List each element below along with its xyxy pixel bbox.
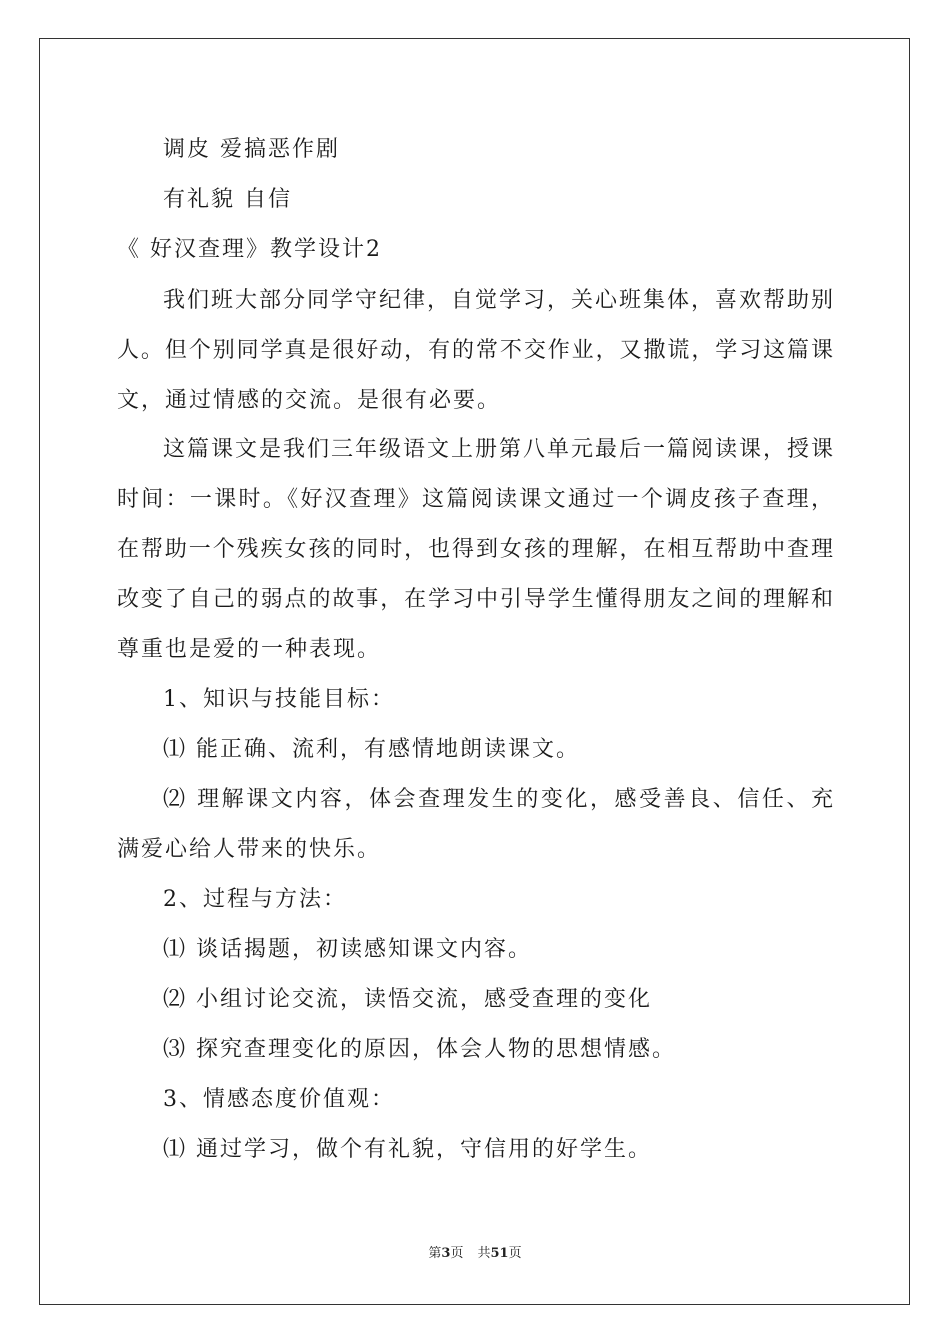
total-label-prefix: 共 <box>477 1246 491 1261</box>
paragraph-line: 尊重也是爱的一种表现。 <box>117 637 382 662</box>
paragraph-line: 这篇课文是我们三年级语文上册第八单元最后一篇阅读课，授课 <box>163 437 833 462</box>
text-line: 调皮 爱搞恶作剧 <box>163 137 340 162</box>
list-item: ⑵ 理解课文内容，体会查理发生的变化，感受善良、信任、充 <box>163 787 833 812</box>
list-item: ⑴ 谈话揭题，初读感知课文内容。 <box>163 937 532 962</box>
list-item: ⑴ 能正确、流利，有感情地朗读课文。 <box>163 737 580 762</box>
page-number: 3 <box>441 1246 451 1261</box>
list-item: ⑵ 小组讨论交流，读悟交流，感受查理的变化 <box>163 987 652 1012</box>
paragraph-line: 时间：一课时。《好汉查理》这篇阅读课文通过一个调皮孩子查理， <box>117 487 833 512</box>
total-pages: 51 <box>490 1246 509 1261</box>
page-label-suffix: 页 <box>450 1246 464 1261</box>
paragraph-line: 文，通过情感的交流。是很有必要。 <box>117 388 502 413</box>
page-label-prefix: 第 <box>428 1246 442 1261</box>
paragraph-line: 在帮助一个残疾女孩的同时，也得到女孩的理解，在相互帮助中查理 <box>117 537 833 562</box>
list-heading: 1、知识与技能目标： <box>163 687 395 712</box>
paragraph-line: 人。但个别同学真是很好动，有的常不交作业，又撒谎，学习这篇课 <box>117 338 833 363</box>
section-heading: 《 好汉查理》教学设计2 <box>117 237 382 262</box>
list-heading: 2、过程与方法： <box>163 887 347 912</box>
list-heading: 3、情感态度价值观： <box>163 1087 395 1112</box>
list-item: ⑴ 通过学习，做个有礼貌，守信用的好学生。 <box>163 1137 652 1162</box>
list-item-continuation: 满爱心给人带来的快乐。 <box>117 837 382 862</box>
list-item: ⑶ 探究查理变化的原因，体会人物的思想情感。 <box>163 1037 676 1062</box>
page-footer <box>0 1245 950 1263</box>
total-label-suffix: 页 <box>508 1246 522 1261</box>
paragraph-line: 改变了自己的弱点的故事，在学习中引导学生懂得朋友之间的理解和 <box>117 587 833 612</box>
paragraph-line: 我们班大部分同学守纪律，自觉学习，关心班集体，喜欢帮助别 <box>163 288 833 313</box>
text-line: 有礼貌 自信 <box>163 187 292 212</box>
